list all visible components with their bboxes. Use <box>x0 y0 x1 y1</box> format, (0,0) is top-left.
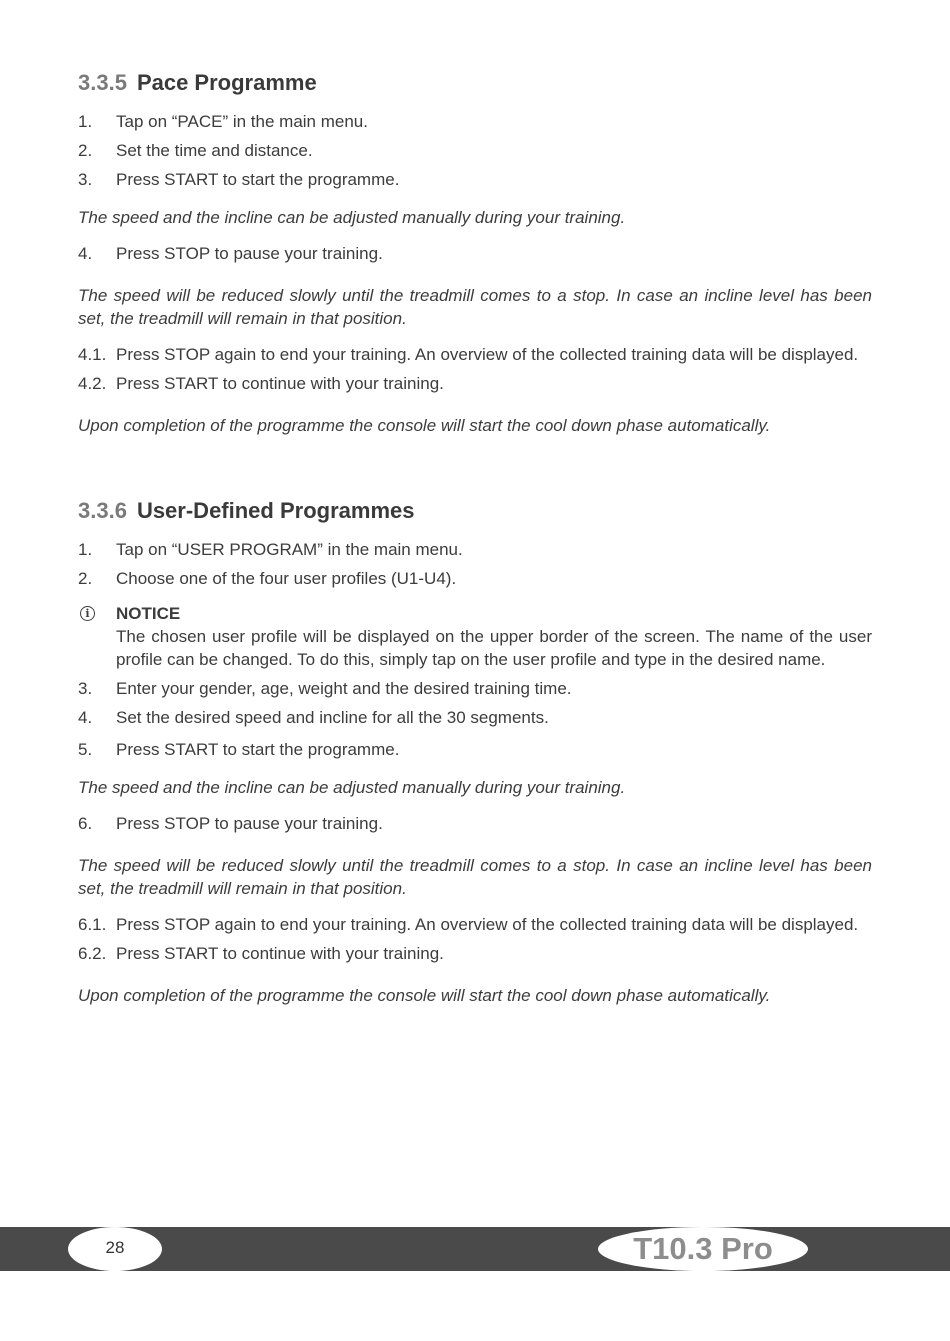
step: 4. Set the desired speed and incline for all the 30 segments. <box>78 708 549 727</box>
italic-note: The speed and the incline can be adjusted manually during your training. <box>78 778 626 797</box>
section-number: 3.3.5 <box>78 70 127 95</box>
sub-step: 6.2. Press START to continue with your training. <box>78 944 444 963</box>
section-pace-programme <box>78 68 872 437</box>
section-heading <box>78 496 872 526</box>
italic-note: The speed will be reduced slowly until the treadmill comes to a stop. In case an incline level has been set, the treadmill will remain in that position. <box>78 286 872 328</box>
step: 1. Tap on “PACE” in the main menu. <box>78 112 368 131</box>
notice-text: The chosen user profile will be displayed on the upper border of the screen. The name of the user profile can be changed. To do this, simply tap on the user profile and type in the desired name. <box>116 627 872 669</box>
step: 1. Tap on “USER PROGRAM” in the main menu. <box>78 540 463 559</box>
sub-step: 4.1. Press STOP again to end your training. An overview of the collected training data will be displayed. <box>78 345 859 364</box>
notice-box <box>78 602 872 671</box>
step: 3. Press START to start the programme. <box>78 170 400 189</box>
step: 2. Set the time and distance. <box>78 141 313 160</box>
italic-note: The speed will be reduced slowly until the treadmill comes to a stop. In case an incline level has been set, the treadmill will remain in that position. <box>78 856 872 898</box>
sub-step: 6.1. Press STOP again to end your training. An overview of the collected training data will be displayed. <box>78 915 859 934</box>
step: 5. Press START to start the programme. <box>78 740 400 759</box>
step: 4. Press STOP to pause your training. <box>78 244 383 263</box>
notice-title: NOTICE <box>116 604 181 623</box>
section-heading <box>78 68 872 98</box>
sub-step: 4.2. Press START to continue with your training. <box>78 374 444 393</box>
step: 6. Press STOP to pause your training. <box>78 814 383 833</box>
model-name: T10.3 Pro <box>633 1231 773 1266</box>
italic-note: Upon completion of the programme the console will start the cool down phase automatically. <box>78 986 771 1005</box>
step: 2. Choose one of the four user profiles (U1-U4). <box>78 569 457 588</box>
section-user-defined-programmes <box>78 496 872 1007</box>
italic-note: Upon completion of the programme the console will start the cool down phase automatically. <box>78 416 771 435</box>
info-icon: i <box>80 606 95 621</box>
section-number: 3.3.6 <box>78 498 127 523</box>
italic-note: The speed and the incline can be adjusted manually during your training. <box>78 208 626 227</box>
section-title: User-Defined Programmes <box>136 498 415 523</box>
section-title: Pace Programme <box>136 70 317 95</box>
step: 3. Enter your gender, age, weight and the desired training time. <box>78 679 572 698</box>
page-number: 28 <box>105 1238 125 1257</box>
